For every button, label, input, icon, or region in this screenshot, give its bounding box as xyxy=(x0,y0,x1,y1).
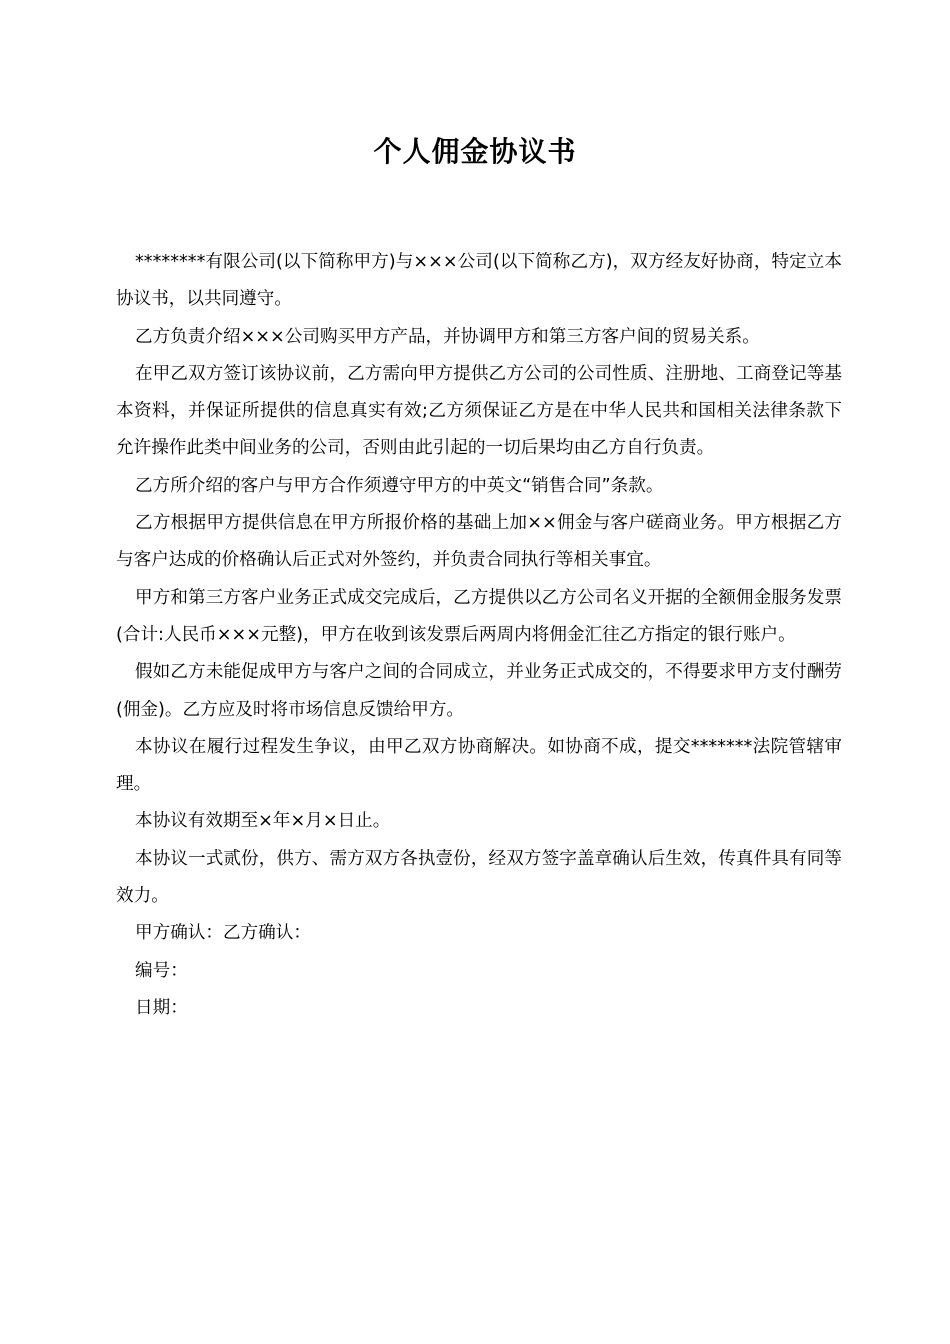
paragraph-copies: 本协议一式贰份，供方、需方双方各执壹份，经双方签字盖章确认后生效，传真件具有同等效力。 xyxy=(116,848,842,907)
date-field: 日期： xyxy=(135,997,188,1018)
document-title: 个人佣金协议书 xyxy=(373,135,577,168)
paragraph-no-deal: 假如乙方未能促成甲方与客户之间的合同成立，并业务正式成交的，不得要求甲方支付酬劳(佣金)。乙方应及时将市场信息反馈给甲方。 xyxy=(116,662,842,720)
paragraph-dispute: 本协议在履行过程发生争议，由甲乙双方协商解决。如协商不成，提交*******法院管辖审理。 xyxy=(116,736,842,795)
paragraph-validity: 本协议有效期至×年×月×日止。 xyxy=(135,811,391,832)
paragraph-commission-negotiation: 乙方根据甲方提供信息在甲方所报价格的基础上加××佣金与客户磋商业务。甲方根据乙方与客户达成的价格确认后正式对外签约，并负责合同执行等相关事宜。 xyxy=(116,513,842,571)
serial-number-field: 编号： xyxy=(135,960,188,981)
paragraph-payment: 甲方和第三方客户业务正式成交完成后，乙方提供以乙方公司名义开据的全额佣金服务发票(合计:人民币×××元整)，甲方在收到该发票后两周内将佣金汇往乙方指定的银行账户。 xyxy=(116,587,842,645)
signature-confirmation: 甲方确认：乙方确认： xyxy=(135,923,311,944)
paragraph-introduction: 乙方负责介绍×××公司购买甲方产品，并协调甲方和第三方客户间的贸易关系。 xyxy=(135,326,760,347)
paragraph-qualification: 在甲乙双方签订该协议前，乙方需向甲方提供乙方公司的公司性质、注册地、工商登记等基本资料，并保证所提供的信息真实有效;乙方须保证乙方是在中华人民共和国相关法律条款下允许操作此类中间业务的公司，否则由此引起的一切后果均由乙方自行负责。 xyxy=(116,363,842,459)
document-body xyxy=(116,244,842,1027)
paragraph-sales-contract: 乙方所介绍的客户与甲方合作须遵守甲方的中英文“销售合同”条款。 xyxy=(135,475,664,496)
paragraph-parties: ********有限公司(以下简称甲方)与×××公司(以下简称乙方)，双方经友好协商，特定立本协议书，以共同遵守。 xyxy=(116,252,842,310)
